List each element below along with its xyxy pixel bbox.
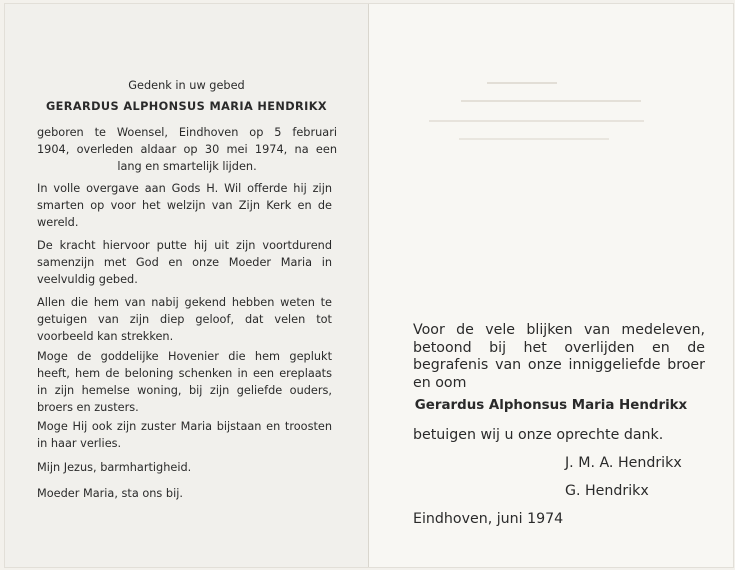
memorial-card [4, 3, 734, 568]
place-date: Eindhoven, juni 1974 [413, 511, 564, 527]
gratitude-text: betuigen wij u onze oprechte dank. [413, 427, 664, 443]
thanks-text: Voor de vele blijken van medeleven, betoond bij het overlijden en de begrafenis van onze inniggeliefde broer en oom [413, 322, 705, 391]
birth-death-info [37, 124, 337, 175]
left-page [5, 4, 368, 567]
birth-line-1: geboren te Woensel, Eindhoven op 5 februari [37, 126, 337, 139]
paragraph-2: De kracht hiervoor putte hij uit zijn voortdurend samenzijn met God en onze Moeder Maria in veelvuldig gebed. [37, 239, 332, 286]
paragraph-1: In volle overgave aan Gods H. Wil offerde hij zijn smarten op voor het welzijn van Zijn Kerk en de wereld. [37, 182, 332, 229]
paragraph-5: Moge Hij ook zijn zuster Maria bijstaan en troosten in haar verlies. [37, 420, 332, 450]
signature-1: J. M. A. Hendrikx [565, 455, 682, 471]
birth-line-3: lang en smartelijk lijden. [117, 160, 257, 173]
deceased-name-right: Gerardus Alphonsus Maria Hendrikx [414, 398, 688, 413]
right-page [369, 4, 733, 567]
signature-2: G. Hendrikx [565, 483, 649, 499]
paragraph-4: Moge de goddelijke Hovenier die hem geplukt heeft, hem de beloning schenken in een ereplaats in zijn hemelse woning, bij zijn geliefde ouders, broers en zusters. [37, 350, 332, 414]
heading: Gedenk in uw gebed [128, 79, 245, 92]
prayer-1: Mijn Jezus, barmhartigheid. [37, 461, 192, 474]
birth-line-2: 1904, overleden aldaar op 30 mei 1974, na een [37, 143, 337, 156]
paragraph-3: Allen die hem van nabij gekend hebben weten te getuigen van zijn diep geloof, dat velen tot voorbeeld kan strekken. [37, 296, 332, 343]
deceased-name: GERARDUS ALPHONSUS MARIA HENDRIKX [46, 100, 327, 113]
prayer-2: Moeder Maria, sta ons bij. [37, 487, 183, 500]
